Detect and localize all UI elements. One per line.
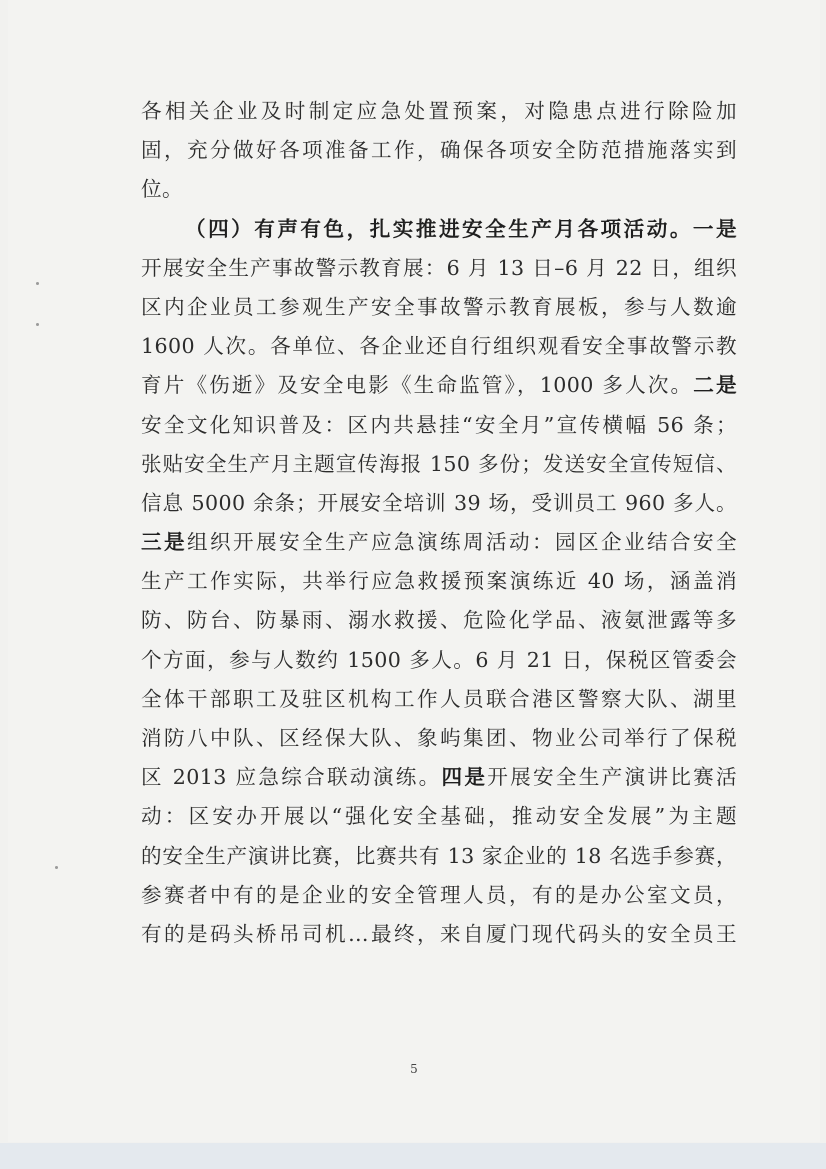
text-line: 区内企业员工参观生产安全事故警示教育展板，参与人数逾 xyxy=(141,294,737,319)
bold-run: 二是 xyxy=(693,373,737,398)
text-line: 防、防台、防暴雨、溺水救援、危险化学品、液氨泄露等多 xyxy=(141,608,737,633)
bold-run: 三是 xyxy=(141,530,187,555)
text-line xyxy=(141,523,737,562)
body-text xyxy=(141,92,737,954)
text-line: 参赛者中有的是企业的安全管理人员，有的是办公室文员， xyxy=(141,882,737,907)
text-line: 生产工作实际，共举行应急救援预案演练近 40 场，涵盖消 xyxy=(141,569,737,594)
text-line: 开展安全生产事故警示教育展：6 月 13 日–6 月 22 日，组织 xyxy=(141,255,737,280)
text-line: 1600 人次。各单位、各企业还自行组织观看安全事故警示教 xyxy=(141,334,737,359)
bold-run: 四是 xyxy=(441,765,488,790)
text-line xyxy=(141,366,737,405)
text-run: 开展安全生产演讲比赛活 xyxy=(487,765,737,790)
section-heading: （四）有声有色，扎实推进安全生产月各项活动。一是 xyxy=(185,216,737,241)
text-line: 的安全生产演讲比赛，比赛共有 13 家企业的 18 名选手参赛， xyxy=(141,843,737,868)
text-run: 育片《伤逝》及安全电影《生命监管》，1000 多人次。 xyxy=(141,373,694,398)
text-line: 消防八中队、区经保大队、象屿集团、物业公司举行了保税 xyxy=(141,726,737,750)
text-line xyxy=(141,758,737,797)
text-line: 个方面，参与人数约 1500 多人。6 月 21 日，保税区管委会 xyxy=(141,647,737,672)
text-line: 动：区安办开展以“强化安全基础，推动安全发展”为主题 xyxy=(141,804,737,829)
text-line: 安全文化知识普及：区内共悬挂“安全月”宣传横幅 56 条； xyxy=(141,412,737,437)
scan-speck xyxy=(36,282,39,285)
text-line: 张贴安全生产月主题宣传海报 150 多份；发送安全宣传短信、 xyxy=(141,451,737,476)
text-run: 区 2013 应急综合联动演练。 xyxy=(141,765,442,790)
text-line: 各相关企业及时制定应急处置预案，对隐患点进行除险加 xyxy=(141,99,737,123)
scan-background xyxy=(0,1143,826,1169)
text-line: 有的是码头桥吊司机…最终，来自厦门现代码头的安全员王 xyxy=(141,921,737,946)
scan-speck xyxy=(55,866,58,869)
document-page xyxy=(8,0,820,1142)
text-line: 固，充分做好各项准备工作，确保各项安全防范措施落实到 xyxy=(141,138,737,163)
page-number: 5 xyxy=(410,1062,418,1076)
scan-speck xyxy=(36,323,39,326)
text-line: 位。 xyxy=(141,177,183,202)
text-run: 组织开展安全生产应急演练周活动：园区企业结合安全 xyxy=(187,530,737,555)
text-line: 信息 5000 余条；开展安全培训 39 场，受训员工 960 多人。 xyxy=(141,490,737,515)
text-line: 全体干部职工及驻区机构工作人员联合港区警察大队、湖里 xyxy=(141,686,737,711)
